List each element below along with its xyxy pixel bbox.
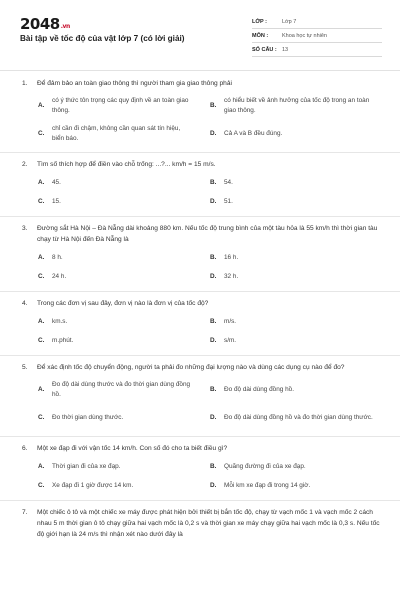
question-separator xyxy=(0,500,400,501)
option-text: Đo độ dài dùng đồng hồ và đo thời gian dùng thước. xyxy=(224,414,373,421)
question-body: Để xác định tốc độ chuyển động, người ta phải đo những đại lượng nào và dùng các dụng cụ nào để đo? xyxy=(37,364,345,371)
site-logo[interactable] xyxy=(20,15,70,33)
meta-value: 13 xyxy=(282,46,289,53)
meta-value: Khoa học tự nhiên xyxy=(282,32,327,39)
option-letter: B. xyxy=(210,254,217,261)
question-body: Một chiếc ô tô và một chiếc xe máy được phát hiện bởi thiết bị bắn tốc độ, chạy từ vạch mốc 1 và vạch mốc 2 cách nhau 5 m thời gian ô tô chạy giữa hai vạch mốc là 0,2 s và thời gian xe máy chạy giữa hai vạch mốc là 0,3 s. Nếu tốc độ giới hạn là 24 m/s thì nhận xét nào dưới đây là xyxy=(37,509,380,538)
question-6 xyxy=(0,443,400,501)
meta-row-subject xyxy=(252,29,382,43)
option-letter: B. xyxy=(210,318,217,325)
document-title: Bài tập về tốc độ của vật lớp 7 (có lời giải) xyxy=(20,34,185,43)
option-b[interactable] xyxy=(210,315,382,329)
question-number: 4. xyxy=(22,300,28,307)
option-letter: D. xyxy=(210,273,217,280)
question-body: Một xe đạp đi với vận tốc 14 km/h. Con số đó cho ta biết điều gì? xyxy=(37,445,228,452)
question-number: 3. xyxy=(22,225,28,232)
option-text: 15. xyxy=(52,198,61,205)
question-number: 6. xyxy=(22,445,28,452)
question-text xyxy=(0,159,400,170)
question-text xyxy=(0,362,400,373)
answer-options xyxy=(0,251,400,284)
option-letter: B. xyxy=(210,102,217,109)
question-text xyxy=(0,507,400,540)
question-number: 2. xyxy=(22,161,28,168)
question-text xyxy=(0,443,400,454)
question-body: Để đảm bảo an toàn giao thông thì người tham gia giao thông phải xyxy=(37,80,232,87)
option-text: chỉ cần đi chậm, không cần quan sát tín hiệu, biển báo. xyxy=(52,125,181,142)
meta-row-count xyxy=(252,43,382,57)
answer-options xyxy=(0,460,400,493)
option-b[interactable] xyxy=(210,379,382,401)
option-text: Xe đạp đi 1 giờ được 14 km. xyxy=(52,482,134,489)
option-letter: A. xyxy=(38,254,45,261)
option-letter: C. xyxy=(38,337,45,344)
option-letter: D. xyxy=(210,130,217,137)
option-text: Đo độ dài dùng đồng hồ. xyxy=(224,386,295,393)
option-b[interactable] xyxy=(210,460,382,474)
option-text: Thời gian đi của xe đạp. xyxy=(52,463,121,470)
option-a[interactable] xyxy=(38,460,210,474)
option-d[interactable] xyxy=(210,195,382,209)
answer-options xyxy=(0,176,400,209)
answer-options xyxy=(0,95,400,145)
question-separator xyxy=(0,436,400,437)
option-d[interactable] xyxy=(210,407,382,429)
option-text: 54. xyxy=(224,179,233,186)
option-letter: A. xyxy=(38,318,45,325)
option-text: m.phút. xyxy=(52,337,74,344)
option-c[interactable] xyxy=(38,270,210,284)
option-d[interactable] xyxy=(210,479,382,493)
option-letter: C. xyxy=(38,482,45,489)
option-letter: D. xyxy=(210,414,217,421)
header-divider xyxy=(0,70,400,71)
option-letter: A. xyxy=(38,386,45,393)
option-c[interactable] xyxy=(38,123,210,145)
answer-options xyxy=(0,315,400,348)
option-a[interactable] xyxy=(38,379,210,401)
option-c[interactable] xyxy=(38,195,210,209)
meta-table xyxy=(252,15,382,57)
meta-label: MÔN : xyxy=(252,32,269,39)
option-a[interactable] xyxy=(38,251,210,265)
question-body: Trong các đơn vị sau đây, đơn vị nào là đơn vị của tốc độ? xyxy=(37,300,209,307)
option-text: Mỗi km xe đạp đi trong 14 giờ. xyxy=(224,482,311,489)
option-c[interactable] xyxy=(38,334,210,348)
option-letter: C. xyxy=(38,130,45,137)
logo-text: 2048 xyxy=(20,15,60,33)
option-text: 24 h. xyxy=(52,273,67,280)
option-letter: B. xyxy=(210,179,217,186)
meta-label: SỐ CÂU : xyxy=(252,46,277,53)
answer-options xyxy=(0,379,400,429)
option-text: Quãng đường đi của xe đạp. xyxy=(224,463,306,470)
option-letter: D. xyxy=(210,337,217,344)
question-separator xyxy=(0,355,400,356)
option-text: Đo độ dài dùng thước và đo thời gian dùng đồng hồ. xyxy=(52,381,191,398)
option-b[interactable] xyxy=(210,95,382,117)
option-text: 51. xyxy=(224,198,233,205)
option-letter: A. xyxy=(38,102,45,109)
question-7 xyxy=(0,507,400,540)
option-c[interactable] xyxy=(38,407,210,429)
question-number: 1. xyxy=(22,80,28,87)
question-5 xyxy=(0,362,400,437)
option-letter: B. xyxy=(210,463,217,470)
option-d[interactable] xyxy=(210,123,382,145)
question-3 xyxy=(0,223,400,292)
question-text xyxy=(0,223,400,245)
option-letter: D. xyxy=(210,482,217,489)
question-body: Tìm số thích hợp để điền vào chỗ trống: ...?... km/h = 15 m/s. xyxy=(37,161,216,168)
option-text: m/s. xyxy=(224,318,237,325)
option-b[interactable] xyxy=(210,251,382,265)
option-text: 32 h. xyxy=(224,273,239,280)
option-text: 8 h. xyxy=(52,254,63,261)
option-d[interactable] xyxy=(210,270,382,284)
question-separator xyxy=(0,291,400,292)
option-letter: C. xyxy=(38,198,45,205)
option-text: s/m. xyxy=(224,337,237,344)
option-text: 45. xyxy=(52,179,61,186)
option-text: Đo thời gian dùng thước. xyxy=(52,414,124,421)
question-text xyxy=(0,78,400,89)
question-number: 7. xyxy=(22,509,28,516)
meta-row-class xyxy=(252,15,382,29)
option-text: km.s. xyxy=(52,318,68,325)
option-letter: C. xyxy=(38,414,45,421)
option-letter: A. xyxy=(38,463,45,470)
option-a[interactable] xyxy=(38,315,210,329)
option-b[interactable] xyxy=(210,176,382,190)
logo-tld: .vn xyxy=(60,23,70,30)
question-2 xyxy=(0,159,400,217)
question-1 xyxy=(0,78,400,153)
option-c[interactable] xyxy=(38,479,210,493)
option-text: có hiểu biết về ảnh hưởng của tốc độ trong an toàn giao thông. xyxy=(224,97,370,114)
document-header xyxy=(0,0,400,70)
option-a[interactable] xyxy=(38,176,210,190)
question-separator xyxy=(0,152,400,153)
question-list xyxy=(0,78,400,540)
option-letter: C. xyxy=(38,273,45,280)
option-d[interactable] xyxy=(210,334,382,348)
option-text: có ý thức tôn trọng các quy định về an toàn giao thông. xyxy=(52,97,189,114)
option-letter: D. xyxy=(210,198,217,205)
question-4 xyxy=(0,298,400,356)
meta-value: Lớp 7 xyxy=(282,18,297,25)
option-text: 16 h. xyxy=(224,254,239,261)
question-text xyxy=(0,298,400,309)
option-text: Cả A và B đều đúng. xyxy=(224,130,283,137)
meta-label: LỚP : xyxy=(252,18,267,25)
question-separator xyxy=(0,216,400,217)
option-letter: A. xyxy=(38,179,45,186)
question-body: Đường sắt Hà Nội – Đà Nẵng dài khoảng 880 km. Nếu tốc độ trung bình của một tàu hỏa là 55 km/h thì thời gian tàu chạy từ Hà Nội đến Đà Nẵng là xyxy=(37,225,378,243)
option-a[interactable] xyxy=(38,95,210,117)
option-letter: B. xyxy=(210,386,217,393)
question-number: 5. xyxy=(22,364,28,371)
